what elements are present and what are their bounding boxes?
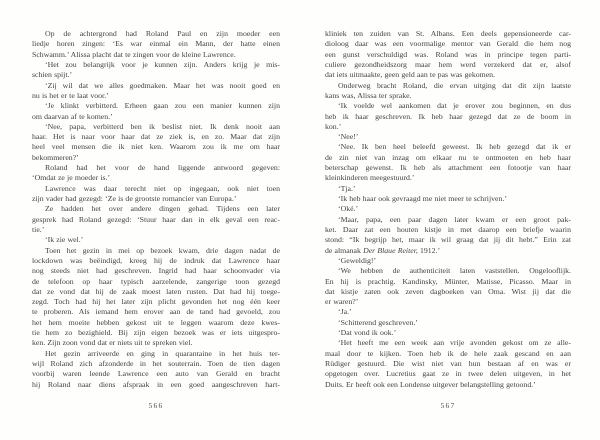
text-line: opgetogen over. Lucretius gaat ze in twee delen uitgeven, in het [325,369,571,379]
text-line: ‘Oké.’ [338,204,359,214]
text-line: hij Roland naar diens afspraak in een goed aangeschreven hart- [32,379,280,389]
text-line: ‘Ja.’ [338,307,352,317]
text-line: Ze hadden het over andere dingen gehad. Tijdens een later [45,204,280,214]
text-line: ket. Daar zat een houten kistje in met daarop een briefje waarin [325,224,571,234]
text-line: ‘Omdat ze je moeder is.’ [32,173,111,183]
page-text-left [32,29,280,390]
text-line: ‘Schitterend geschreven.’ [338,317,418,327]
text-line: zijn vader had gezegd: ‘Ze is de grootste romancier van Europa.’ [32,194,237,203]
text-line: nog steeds niet had geschreven. Ingrid had haar schoonvader via [32,266,280,276]
text-line: voorbij waren leende Lawrence een auto van Gerald en bracht [32,369,280,379]
text-line: dioloog daar was een voormalige mentor van Gerald die hem nog [325,39,571,49]
text-line: ‘Ik zie wel.’ [45,235,84,245]
page-text-right [325,29,571,390]
text-line: Duits. Er heeft ook een Londense uitgever belangstelling getoond.’ [325,379,536,389]
text-line: gesprek had Roland gezegd: ‘Stuur haar dan in elk geval een reac- [32,214,280,224]
text-line: de almanak Der Blaue Reiter, 1912.’ [325,245,441,255]
text-line: dat kistje zaten ook zeven dagboeken van Oma. Wist jij dat die [325,286,571,296]
text-line: zegd. Toch had hij het later zijn plicht gevonden het nog één keer [32,297,280,307]
text-line: tie hem zo bezighield. Bij zijn eigen bezoek was er iets uitgespro- [32,328,280,338]
text-line: het hem moeite hebben gekost uit te leggen waarom deze kwes- [32,317,280,327]
text-line: haar. Het is naar voor haar dat ze ziek is, en zo. Maar dat zijn [32,132,280,142]
text-line: Toen het gezin in mei op bezoek kwam, drie dagen nadat de [45,245,280,255]
text-line: ‘Ik voelde wel aankomen dat je erover zou beginnen, en dus [338,101,571,111]
text-line: Schwamm.’ Alissa placht dat te zingen voor de kleine Lawrence. [32,49,236,59]
text-line: ‘Ik heb haar ook gevraagd me niet meer te schrijven.’ [338,194,507,203]
text-line: maal door te kijken. Toen heb ik de hele zaak gescand en aan [325,348,571,358]
text-line: ‘Nee, papa, verbitterd ben ik beslist niet. Ik denk nooit aan [45,121,280,131]
text-line: ‘Nee!’ [338,132,359,142]
text-line: ‘Maar, papa, een paar dagen later kwam er een groot pak- [338,214,571,224]
text-line: Onderweg bracht Roland, die ervan uitging dat dit zijn laatste [338,80,571,90]
book-page-left [32,0,280,440]
text-line: om daarvan af te komen.’ [32,111,113,121]
text-line: ‘Nee. Ik ben heel beleefd geweest. Ik heb gezegd dat ik er [338,142,571,152]
text-line: er waren?’ [325,297,359,307]
text-line: ‘We hebben de authenticiteit laten vaststellen. Ongelooflijk. [338,266,571,276]
text-line: kans was, Alissa ter sprake. [325,90,412,100]
text-line: nu is het er te laat voor.’ [32,90,109,100]
text-line: En hij is prachtig. Kandinsky, Münter, Matisse, Picasso. Maar in [325,276,571,286]
text-line: een gunst verschuldigd was. Roland was in principe tegen parti- [325,49,571,59]
text-line: stond: “Ik begrijp het, maar ik wil graag dat jij dit hebt.” Erin zat [325,235,571,245]
text-line: Rüdiger gestuurd. Die wist niet van hun bestaan af en was er [325,359,571,368]
book-page-right [325,0,571,440]
text-line: heel veel mensen die ik niet ken. Waarom zou ik me om haar [32,142,280,152]
text-line: liedje horen zingen: ‘Es war einmal ein Mann, der hatte einen [32,39,280,49]
text-line: Op de achtergrond had Roland Paul en zijn moeder een [45,29,280,38]
text-line: te proberen. Als iemand hem erover aan de tand had gevoeld, zou [32,307,280,317]
page-number-right: 567 [440,401,456,410]
text-line: culiere gezondheidszorg maar hem werd verzekerd dat er, alsof [325,59,571,69]
text-line: ‘Het heeft me een week aan vrije avonden gekost om ze alle- [338,338,571,348]
text-line: ‘Geweldig!’ [338,255,377,265]
text-line: heb ik haar geschreven. Ik heb haar gezegd dat ze de boom in [325,111,571,121]
text-line: tie.’ [32,224,45,234]
text-line: ‘Zij wil dat we alles goedmaken. Maar het was nooit goed en [45,80,280,90]
text-line: ‘Je klinkt verbitterd. Erheen gaan zou een manier kunnen zijn [45,101,280,111]
text-line: beterschap gewenst. Ik heb als attachment een fotootje van haar [325,163,571,173]
text-line: dat iets uitmaakte, geen geld aan te pas was gekomen. [325,70,496,80]
text-line: wijl Roland zich afzonderde in het souterrain. Toen de tien dagen [32,359,280,368]
text-line: schien spijt.’ [32,70,73,80]
text-line: lockdown was beëindigd, kreeg hij de indruk dat Lawrence haar [32,255,280,265]
text-line: ‘Tja.’ [338,183,356,193]
text-line: Het gezin arriveerde en ging in quarantaine in het huis ter- [45,348,280,358]
text-line: bekommeren?’ [32,152,79,162]
text-line: Lawrence was daar terecht niet op ingegaan, ook niet toen [45,183,280,193]
text-line: de zin niet van inzag om elkaar nu te ontmoeten en heb haar [325,152,571,162]
text-line: Roland had het voor de hand liggende antwoord gegeven: [45,163,280,173]
text-line: kliniek ten zuiden van St. Albans. Een deels gepensioneerde car- [325,29,571,38]
text-line: ken. Zijn zoon vond dat er niets uit te spreken viel. [32,338,193,348]
text-line: kon.’ [325,121,342,131]
page-number-left: 566 [148,401,164,410]
text-line: ‘Het zou belangrijk voor je kunnen zijn. Anders krijg je mis- [45,59,280,69]
text-line: de telefoon op haar typisch aarzelende, zangerige toon gezegd [32,276,280,286]
text-line: kleinkinderen meegestuurd.’ [325,173,415,183]
text-line: dat ze vond dat hij de zaak moest laten rusten. Dat had hij toege- [32,286,280,296]
text-line: ‘Dat vond ik ook.’ [338,328,397,338]
